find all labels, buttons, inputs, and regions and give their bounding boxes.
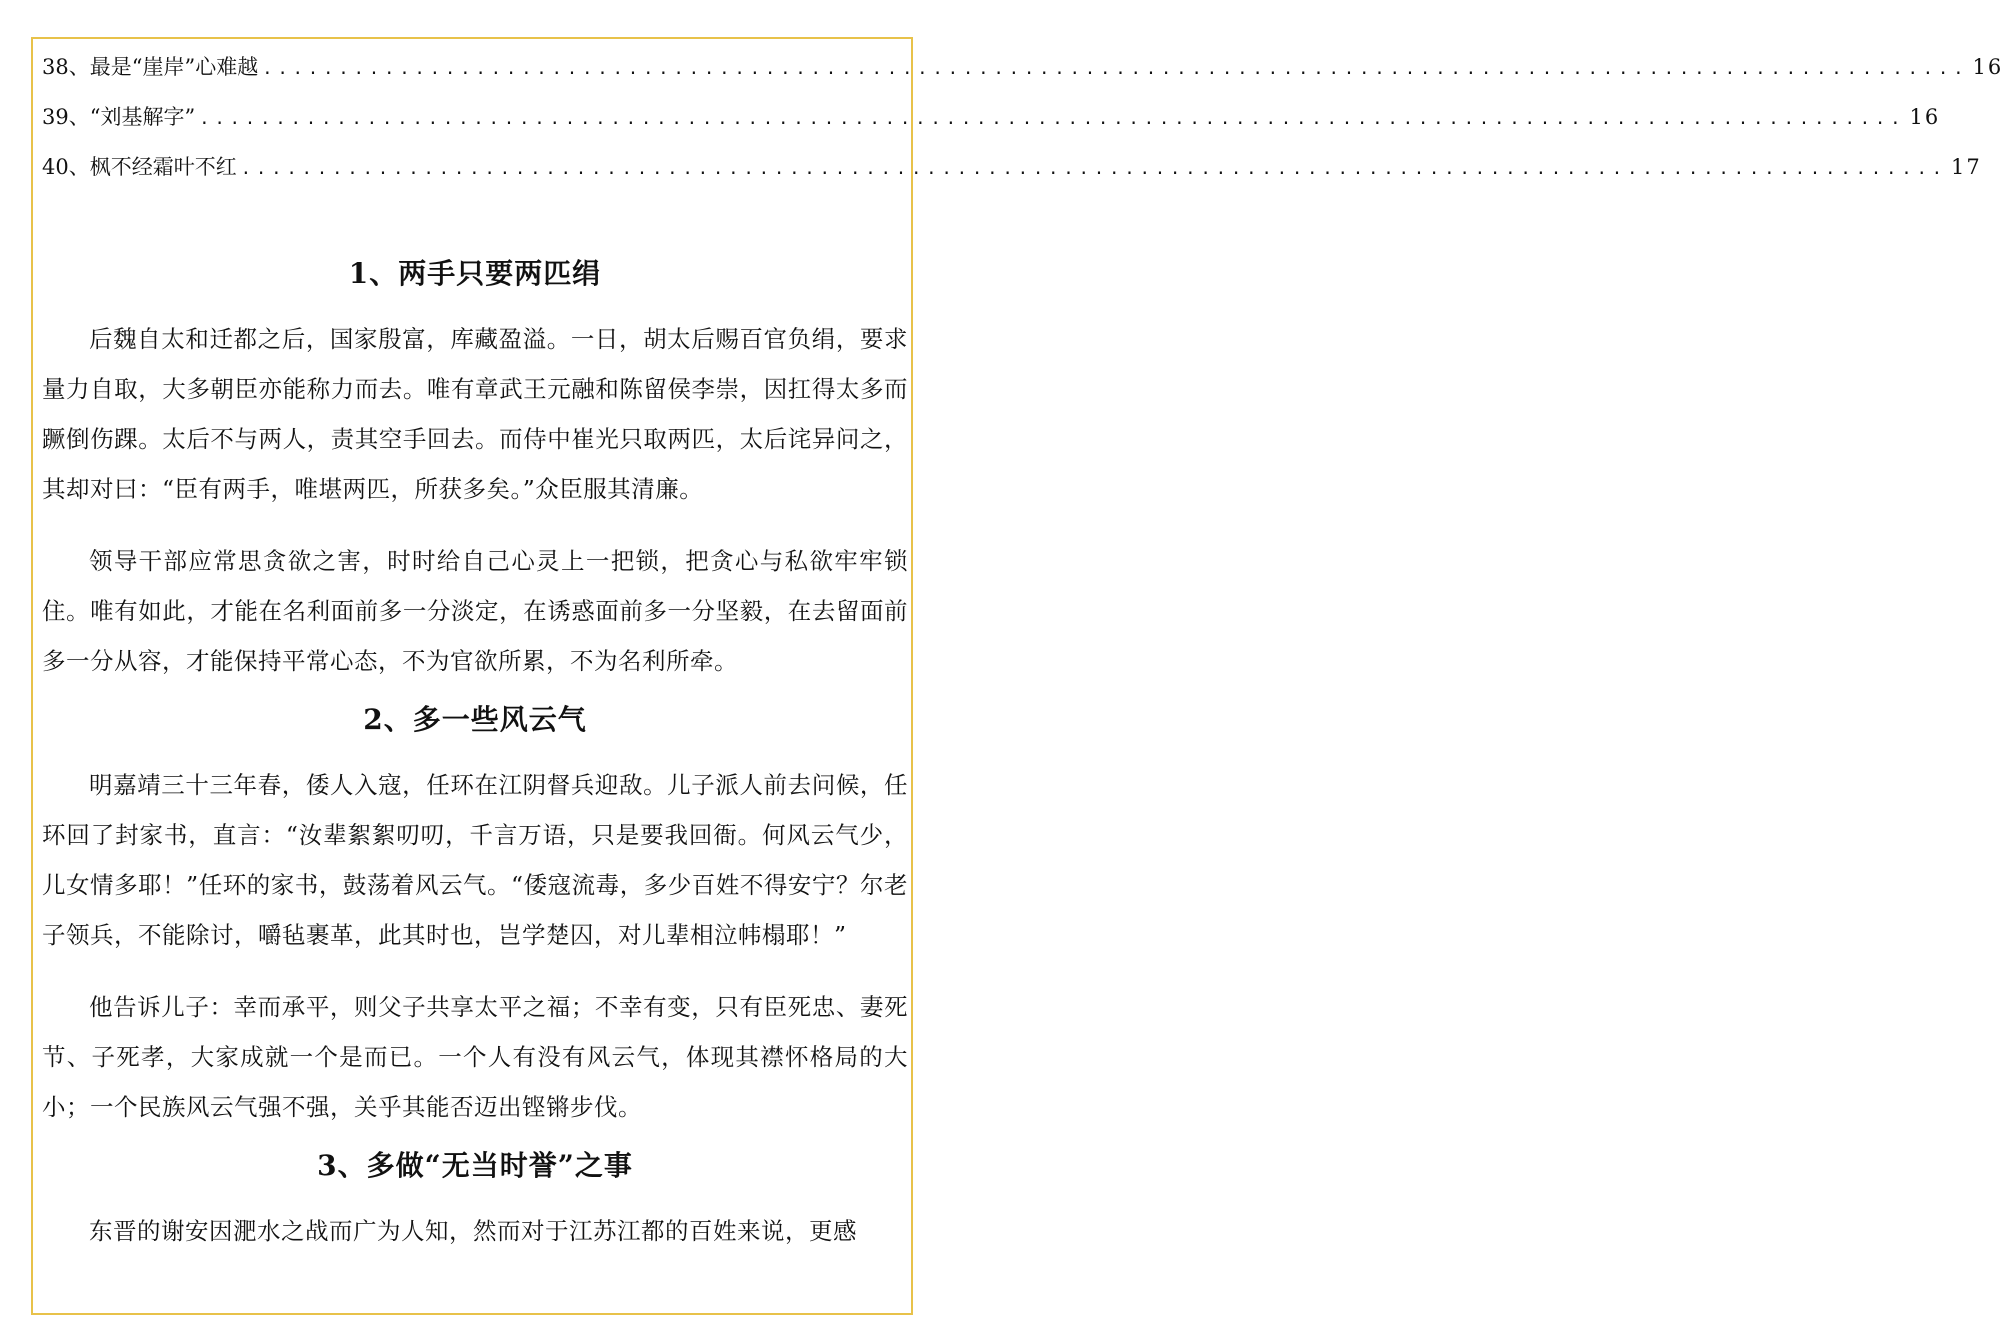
body-paragraph: 明嘉靖三十三年春，倭人入寇，任环在江阴督兵迎敌。儿子派人前去问候，任环回了封家书，直言：“汝辈絮絮叨叨，千言万语，只是要我回衙。何风云气少，儿女情多耶！”任环的家书，鼓荡着风云气。“倭寇流毒，多少百姓不得安宁？尔老子领兵，不能除讨，嚼毡裹革，此其时也，岂学楚囚，对儿辈相泣帏榻耶！” [42, 771, 908, 949]
toc-entry-label: 38、最是“崖岸”心难越 [42, 55, 259, 79]
section-title: 3、多做“无当时誉”之事 [317, 1149, 633, 1182]
toc-leader-dots: ................................................................................................................ [199, 109, 1906, 129]
toc-entry[interactable] [42, 100, 1941, 150]
toc-entry-label: 39、“刘基解字” [42, 105, 196, 129]
body-paragraph: 他告诉儿子：幸而承平，则父子共享太平之福；不幸有变，只有臣死忠、妻死节、子死孝，大家成就一个是而已。一个人有没有风云气，体现其襟怀格局的大小；一个民族风云气强不强，关乎其能否迈出铿锵步伐。 [42, 993, 908, 1121]
toc-leader-dots: ................................................................................................................ [262, 59, 1969, 79]
table-of-contents [42, 50, 2003, 200]
toc-leader-dots: ................................................................................................................ [240, 159, 1948, 179]
document-body [42, 50, 2003, 1256]
toc-entry-page: 17 [1951, 155, 1982, 179]
section-title: 1、两手只要两匹绢 [348, 257, 602, 290]
body-paragraph: 东晋的谢安因淝水之战而广为人知，然而对于江苏江都的百姓来说，更感 [89, 1217, 857, 1245]
toc-entry-label: 40、枫不经霜叶不红 [42, 155, 237, 179]
toc-entry-page: 16 [1972, 55, 2003, 79]
section-title: 2、多一些风云气 [363, 703, 587, 736]
body-paragraph: 后魏自太和迁都之后，国家殷富，库藏盈溢。一日，胡太后赐百官负绢，要求量力自取，大多朝臣亦能称力而去。唯有章武王元融和陈留侯李崇，因扛得太多而蹶倒伤踝。太后不与两人，责其空手回去。而侍中崔光只取两匹，太后诧异问之，其却对曰：“臣有两手，唯堪两匹，所获多矣。”众臣服其清廉。 [42, 325, 908, 503]
toc-entry[interactable] [42, 150, 1982, 200]
toc-entry[interactable] [42, 50, 2003, 100]
toc-entry-page: 16 [1909, 105, 1941, 129]
body-paragraph: 领导干部应常思贪欲之害，时时给自己心灵上一把锁，把贪心与私欲牢牢锁住。唯有如此，才能在名利面前多一分淡定，在诱惑面前多一分坚毅，在去留面前多一分从容，才能保持平常心态，不为官欲所累，不为名利所牵。 [42, 547, 908, 675]
